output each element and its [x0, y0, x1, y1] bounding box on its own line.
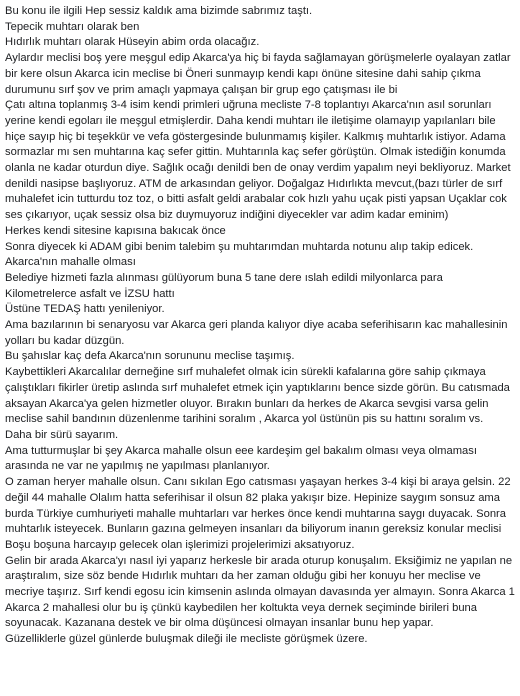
- post-paragraph: Akarca'nın mahalle olması: [5, 256, 136, 269]
- post-paragraph: Üstüne TEDAŞ hattı yenileniyor.: [5, 303, 165, 316]
- post-paragraph: O zaman heryer mahalle olsun. Canı sıkılan Ego catısması yaşayan herkes 3-4 kişi bi araya gelsin. 22 değil 44 mahalle Olalım hatta seferihisar il olsun 82 plaka yakışır bize. Hepinize saygım sonsuz ama burda Türkiye cumhuriyeti mahalle muhtarları var herkes önce kendi muhtarına saygı duyacak. Sonra muhtarlık isteyecek. Bunların gazına gelmeyen insanları da biliyorum inanın gereksiz konular meclisi Boşu boşuna harcayıp gelecek olan işlerimizi projelerimizi aksatıyoruz.: [5, 476, 511, 551]
- post-paragraph: Kilometrelerce asfalt ve İZSU hattı: [5, 287, 175, 300]
- post-paragraph: Sonra diyecek ki ADAM gibi benim talebim şu muhtarımdan muhtarda notunu alıp takip edicek.: [5, 240, 474, 253]
- post-paragraph: Daha bir sürü sayarım.: [5, 428, 119, 441]
- post-paragraph: Tepecik muhtarı olarak ben: [5, 20, 140, 33]
- post-paragraph: Güzelliklerle güzel günlerde buluşmak dileği ile mecliste görüşmek üzere.: [5, 633, 368, 646]
- post-paragraph: Bu konu ile ilgili Hep sessiz kaldık ama bizimde sabrımız taştı.: [5, 5, 313, 17]
- post-paragraph: Belediye hizmeti fazla alınması gülüyorum buna 5 tane dere ıslah edildi milyonlarca para: [5, 271, 443, 284]
- post-paragraph: Çatı altına toplanmış 3-4 isim kendi primleri uğruna mecliste 7-8 toplantıyı Akarca'nın asıl sorunları yerine kendi egoları ile meşgul etmişlerdir. Daha kendi muhtarı ile iletişime olamayıp yapılanları bile hiçe sayıp hiç bi teşekkür ve vefa göstergesinde bulunmamış kişiler. Kalkmış muhtarlık istiyor. Adama sormazlar mı sen muhtarına kaç sefer gittin. Muhtarınla kaç sefer görüştün. Olmak istediğin konumda olanla ne kadar oturdun diye. Sağlık ocağı denildi ben de onay verdim yapalım neyi bekliyoruz. Market denildi nasipse başlıyoruz. ATM de arkasından geliyor. Doğalgaz Hıdırlıkta mevcut,(bazı türler de sırf muhalefet icin tutturdu toz toz, o bitti asfalt geldi arabalar cok hızlı yahu uçak pisti yapsan Uçaklar cok ses çıkarıyor, uçak sessiz olsa biz duymuyoruz indiğini diyecekler var adim kadar eminim): [5, 99, 511, 222]
- post-paragraph: Ama bazılarının bi senaryosu var Akarca geri planda kalıyor diye acaba seferihisarın kac mahallesinin yolları bu kadar düzgün.: [5, 319, 508, 347]
- post-paragraph: Ama tutturmuşlar bi şey Akarca mahalle olsun eee kardeşim gel bakalım olması veya olmaması arasında ne var ne yapılmış ne yapılması planlanıyor.: [5, 444, 477, 473]
- post-paragraph: Herkes kendi sitesine kapısına bakıcak önce: [5, 224, 226, 237]
- post-paragraph: Bu şahıslar kaç defa Akarca'nın sorununu meclise taşımış.: [5, 350, 295, 363]
- post-paragraph: Kaybettikleri Akarcalılar derneğine sırf muhalefet olmak icin sürekli kafalarına göre sahip çıkmaya çalıştıkları fikirler üretip aslında sırf muhalefet etmek için yaptıklarını bence sizde görün. Bu catısmada aksayan Akarca'ya gelen hizmetler oluyor. Bırakın bunları da herkes de Akarca sevgisi varsa gelin meclise sahil bandının düzenlenme tarihini soralım , Akarca yol üstünün pis su hattını soralım vs.: [5, 366, 510, 426]
- post-paragraph: Aylardır meclisi boş yere meşgul edip Akarca'ya hiç bi fayda sağlamayan görüşmelerle oyalayan zatlar bir kere olsun Akarca icin meclise bi Öneri sunmayıp kendi kapı önüne sitesine dahi sahip çıkma durumunu sırf şov ve prim amaçlı yapmaya çalışan bir grup ego çatışması ile bi: [5, 52, 511, 96]
- post-paragraph: Gelin bir arada Akarca'yı nasıl iyi yaparız herkesle bir arada oturup konuşalım. Eksiğimiz ne yapılan ne araştıralım, size söz bende Hıdırlık muhtarı da her zaman olduğu gibi her konuyu her meclise ve mecriye taşırız. Sırf kendi egosu icin kimsenin aslında olmayan davasında yer almayın. Sonra Akarca 1 Akarca 2 mahallesi olur bu iş çünkü kaybedilen her koltukta veya dernek seçiminde birileri buna soyunacak. Kazanana destek ve bir olma düşüncesi olmayan insanlar bunu hep yapar.: [5, 554, 515, 630]
- post-paragraph: Hıdırlık muhtarı olarak Hüseyin abim orda olacağız.: [5, 36, 260, 49]
